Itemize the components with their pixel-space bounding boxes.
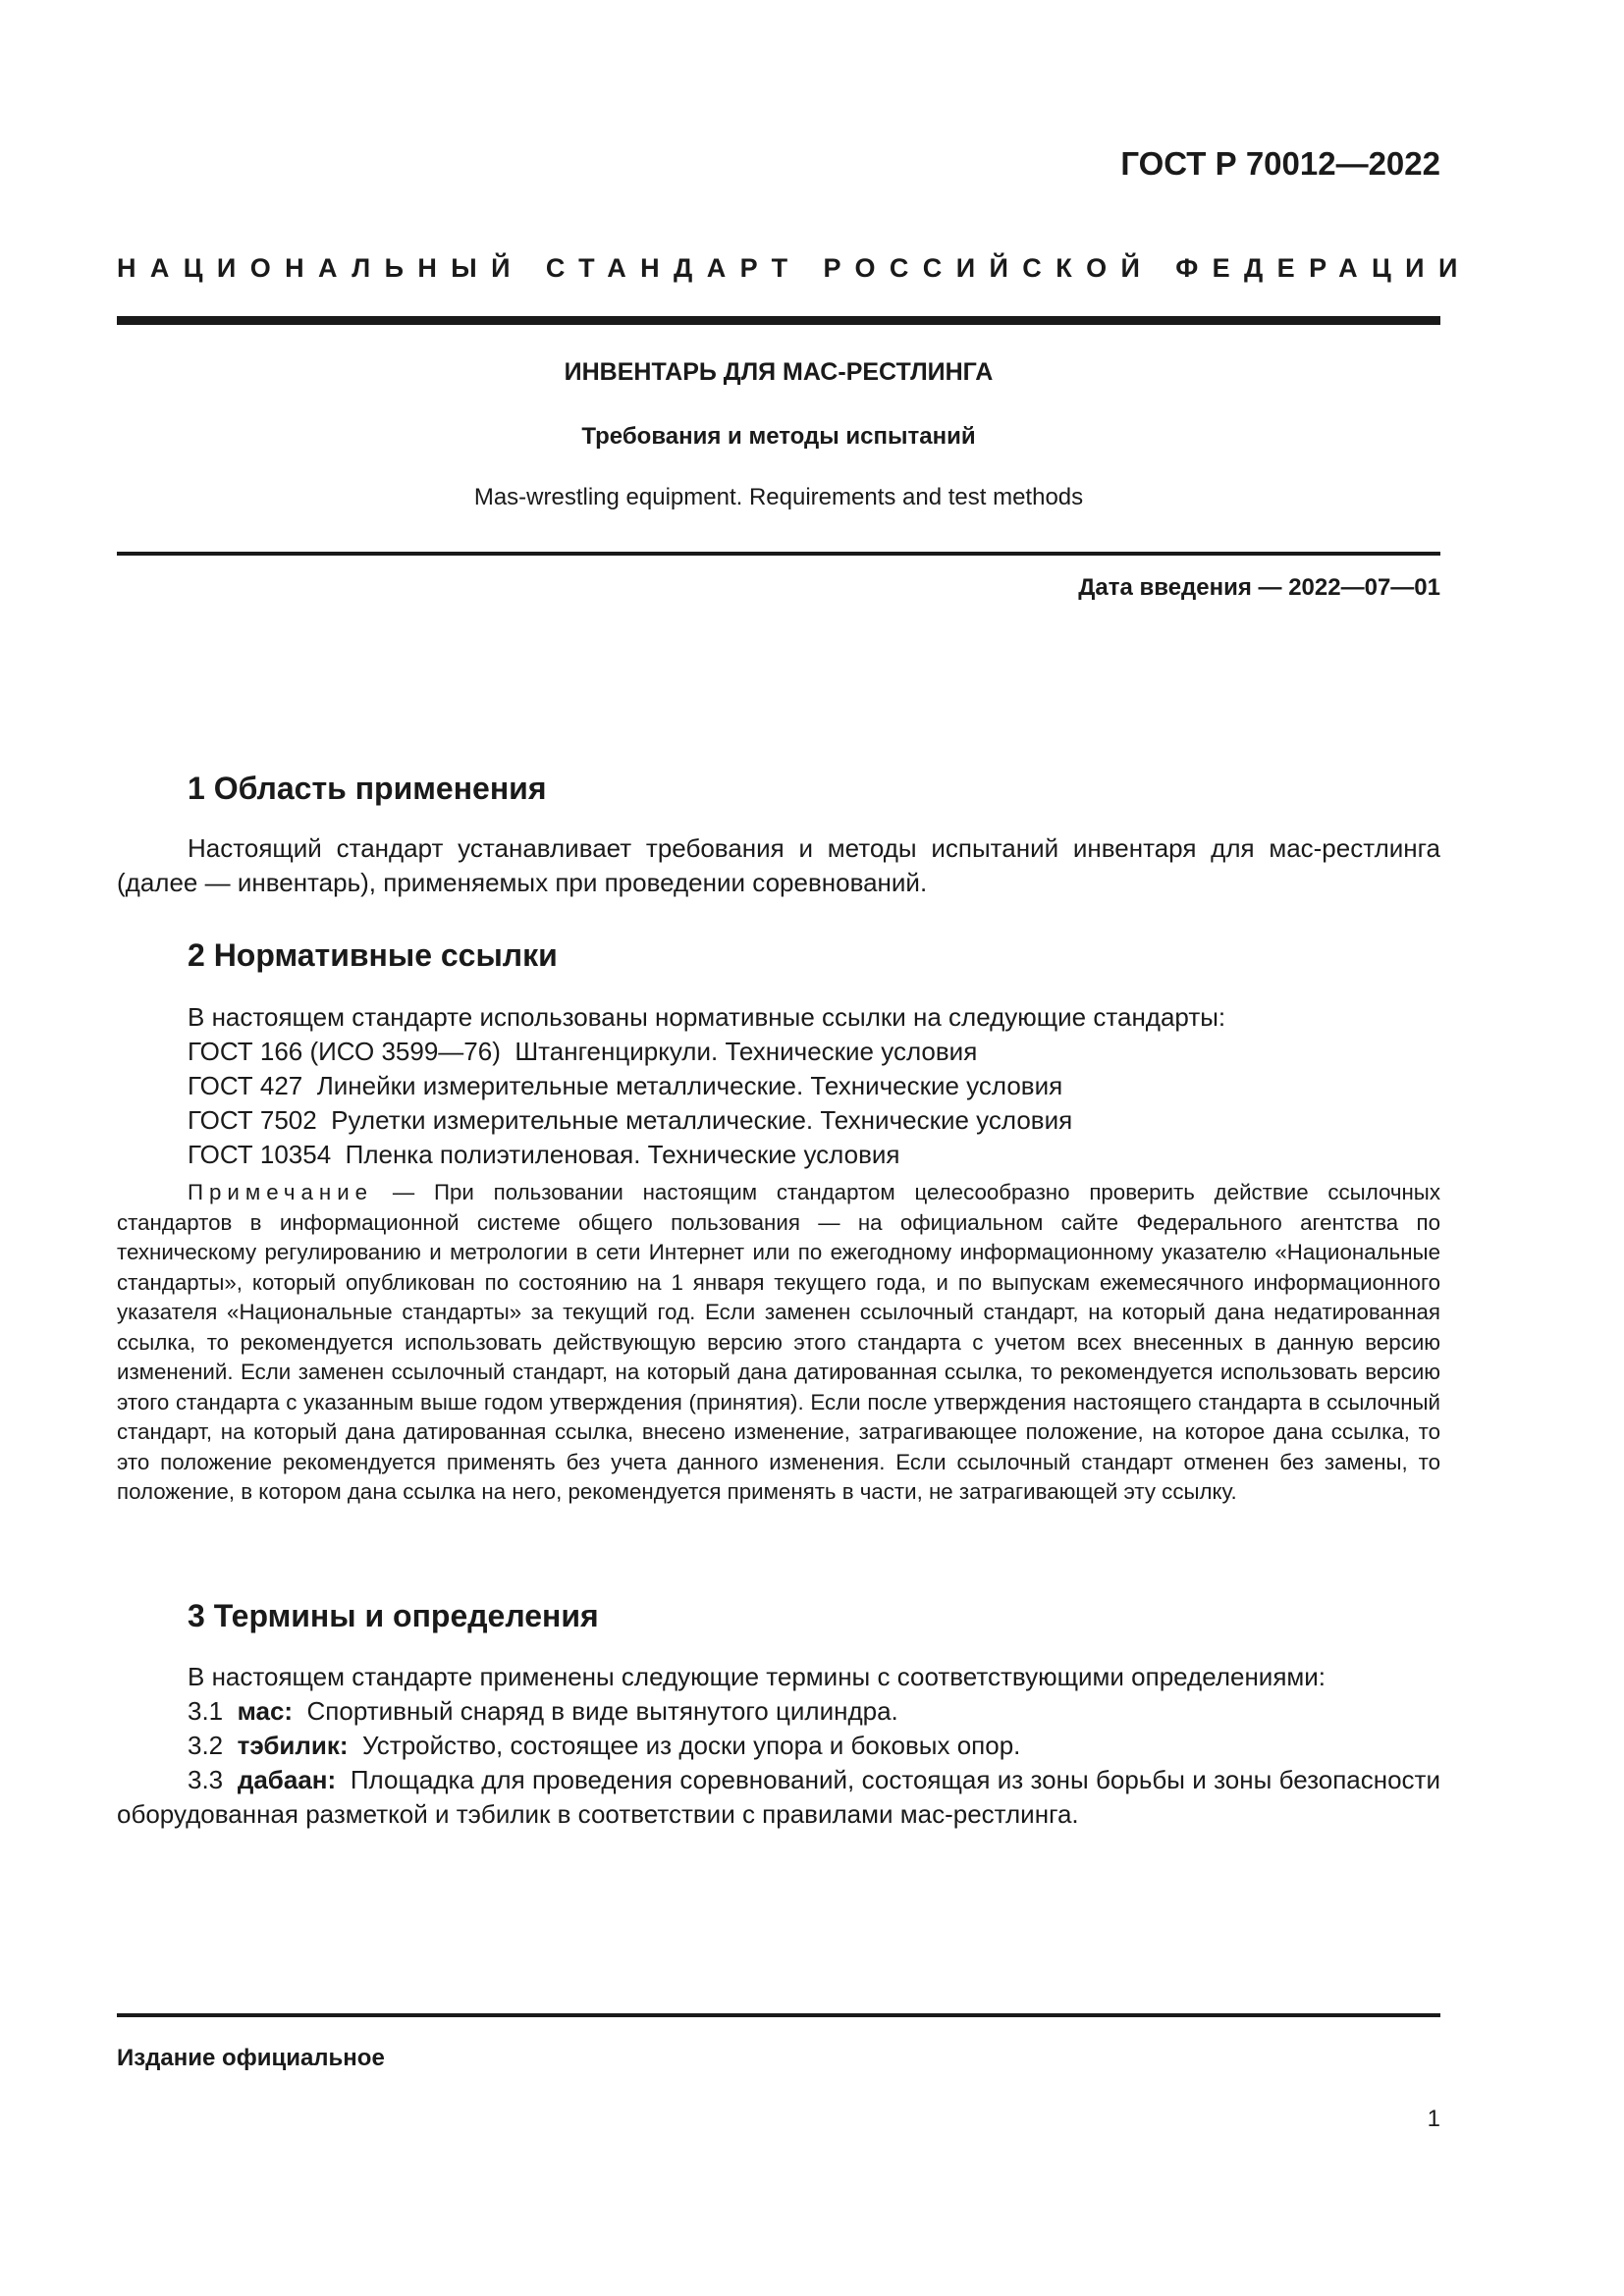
reference-title: Рулетки измерительные металлические. Технические условия xyxy=(331,1105,1073,1135)
footer-divider xyxy=(117,2013,1440,2017)
section-1-heading: 1 Область применения xyxy=(188,771,547,806)
term-number: 3.1 xyxy=(188,1696,224,1726)
term-number: 3.2 xyxy=(188,1731,224,1760)
reference-code: ГОСТ 427 xyxy=(188,1071,303,1100)
reference-code: ГОСТ 166 (ИСО 3599—76) xyxy=(188,1037,501,1066)
section-1-text xyxy=(117,831,1440,900)
term-number: 3.3 xyxy=(188,1765,224,1794)
note-label: Примечание xyxy=(188,1180,374,1204)
note-text: — При пользовании настоящим стандартом целесообразно проверить действие ссылочных стандартов в информационной системе общего пользования — на официальном сайте Федерального агентства по техническому регулированию и метрологии в сети Интернет или по ежегодному информационному указателю «Национальные стандарты», который опубликован по состоянию на 1 января текущего года, и по выпускам ежемесячного информационного указателя «Национальные стандарты» за текущий год. Если заменен ссылочный стандарт, на который дана недатированная ссылка, то рекомендуется использовать действующую версию этого стандарта с учетом всех внесенных в данную версию изменений. Если заменен ссылочный стандарт, на который дана датированная ссылка, то рекомендуется использовать версию этого стандарта с указанным выше годом утверждения (принятия). Если после утверждения настоящего стандарта в ссылочный стандарт, на который дана датированная ссылка, внесено изменение, затрагивающее положение, на которое дана ссылка, то это положение рекомендуется применять без учета данного изменения. Если ссылочный стандарт отменен без замены, то положение, в котором дана ссылка на него, рекомендуется применять в части, не затрагивающей эту ссылку. xyxy=(117,1180,1440,1504)
reference-title: Линейки измерительные металлические. Технические условия xyxy=(316,1071,1063,1100)
term-definition: Площадка для проведения соревнований, состоящая из зоны борьбы и зоны безопасности оборудованная разметкой и тэбилик в соответствии с правилами мас-рестлинга. xyxy=(117,1765,1440,1829)
term-definition: Устройство, состоящее из доски упора и боковых опор. xyxy=(362,1731,1021,1760)
page-number: 1 xyxy=(1427,2106,1440,2132)
references-list xyxy=(188,1035,1072,1172)
section-2-heading: 2 Нормативные ссылки xyxy=(188,937,558,973)
edition-label: Издание официальное xyxy=(117,2045,385,2071)
references-note xyxy=(117,1178,1440,1508)
term-item xyxy=(188,1729,1020,1763)
reference-item xyxy=(188,1069,1072,1103)
section-1-body: Настоящий стандарт устанавливает требования и методы испытаний инвентаря для мас-рестлинга (далее — инвентарь), применяемых при проведении соревнований. xyxy=(117,833,1440,897)
document-title: ИНВЕНТАРЬ ДЛЯ МАС-РЕСТЛИНГА xyxy=(564,358,994,386)
term-item xyxy=(117,1763,1440,1832)
national-standard-banner: НАЦИОНАЛЬНЫЙ СТАНДАРТ РОССИЙСКОЙ ФЕДЕРАЦИИ xyxy=(117,253,1472,283)
terms-intro: В настоящем стандарте применены следующие термины с соответствующими определениями: xyxy=(188,1662,1326,1691)
term-name: мас: xyxy=(237,1696,294,1726)
references-intro: В настоящем стандарте использованы нормативные ссылки на следующие стандарты: xyxy=(188,1002,1226,1032)
term-name: дабаан: xyxy=(237,1765,337,1794)
section-3-heading: 3 Термины и определения xyxy=(188,1598,599,1633)
reference-code: ГОСТ 10354 xyxy=(188,1140,332,1169)
document-subtitle: Требования и методы испытаний xyxy=(581,423,976,450)
reference-item xyxy=(188,1138,1072,1172)
english-title: Mas-wrestling equipment. Requirements and test methods xyxy=(473,484,1084,510)
term-item xyxy=(188,1694,898,1729)
document-code: ГОСТ Р 70012—2022 xyxy=(1120,145,1440,182)
term-name: тэбилик: xyxy=(237,1731,349,1760)
introduction-date: Дата введения — 2022—07—01 xyxy=(1078,574,1440,601)
reference-title: Штангенциркули. Технические условия xyxy=(514,1037,978,1066)
reference-code: ГОСТ 7502 xyxy=(188,1105,317,1135)
reference-title: Пленка полиэтиленовая. Технические условия xyxy=(345,1140,900,1169)
reference-item xyxy=(188,1103,1072,1138)
header-divider xyxy=(117,316,1440,325)
reference-item xyxy=(188,1035,1072,1069)
term-definition: Спортивный снаряд в виде вытянутого цилиндра. xyxy=(306,1696,898,1726)
title-divider xyxy=(117,552,1440,556)
